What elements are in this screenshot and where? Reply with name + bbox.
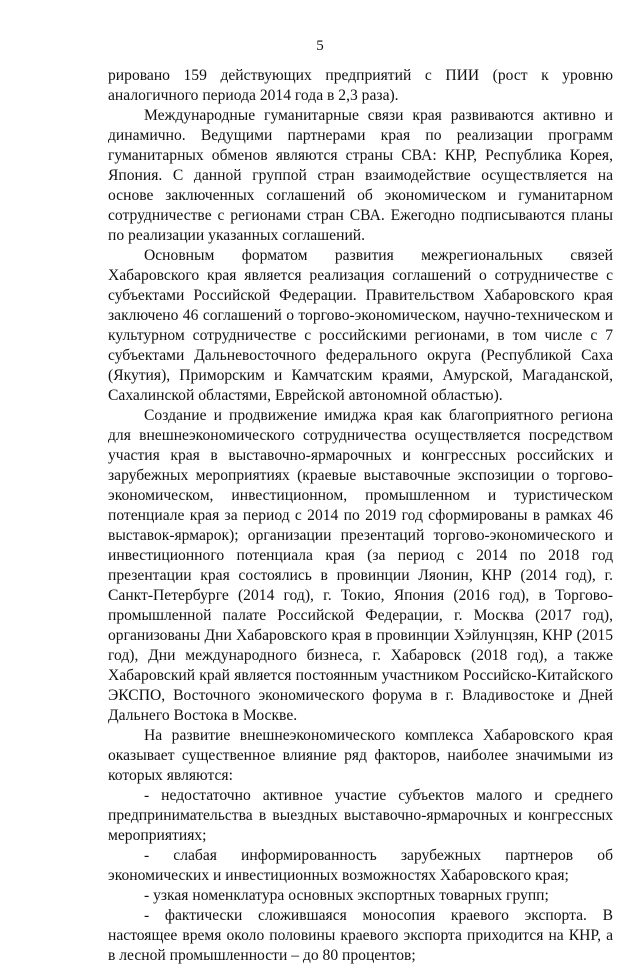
list-item-factor: - слабая информированность зарубежных партнеров об экономических и инвестиционных возможностях Хабаровского края; (108, 847, 613, 884)
list-item-factor: - фактически сложившаяся моносопия краевого экспорта. В настоящее время около половины краевого экспорта приходится на КНР, а в лесной промышленности – до 80 процентов; (108, 907, 613, 964)
paragraph-interregional-ties: Основным форматом развития межрегиональных связей Хабаровского края является реализация соглашений о сотрудничестве с субъектами Российской Федерации. Правительством Хабаровского края заключено 46 соглашений о торгово-экономическом, научно-техническом и культурном сотрудничестве с российскими регионами, в том числе с 7 субъектами Дальневосточного федерального округа (Республикой Саха (Якутия), Приморским и Камчатским краями, Амурской, Магаданской, Сахалинской областями, Еврейской автономной областью). (108, 247, 613, 404)
paragraph-humanitarian-ties: Международные гуманитарные связи края развиваются активно и динамично. Ведущими партнерами края по реализации программ гуманитарных обменов являются страны СВА: КНР, Республика Корея, Япония. С данной группой стран взаимодействие осуществляется на основе заключенных соглашений об экономическом и гуманитарном сотрудничестве с регионами стран СВА. Ежегодно подписываются планы по реализации указанных соглашений. (108, 107, 613, 244)
paragraph-factors-intro: На развитие внешнеэкономического комплекса Хабаровского края оказывает существенное влияние ряд факторов, наиболее значимыми из которых являются: (108, 727, 613, 784)
paragraph-continuation: рировано 159 действующих предприятий с ПИИ (рост к уровню аналогичного периода 2014 года в 2,3 раза). (108, 67, 613, 104)
paragraph-image-promotion: Создание и продвижение имиджа края как благоприятного региона для внешнеэкономического сотрудничества осуществляется посредством участия края в выставочно-ярмарочных и конгрессных российских и зарубежных мероприятиях (краевые выставочные экспозиции о торгово-экономическом, инвестиционном, промышленном и туристическом потенциале края за период с 2014 по 2019 год сформированы в рамках 46 выставок-ярмарок); организации презентаций торгово-экономического и инвестиционного потенциала края (за период с 2014 по 2018 год презентации края состоялись в провинции Ляонин, КНР (2014 год), г. Санкт-Петербурге (2014 год), г. Токио, Япония (2016 год), в Торгово-промышленной палате Российской Федерации, г. Москва (2017 год), организованы Дни Хабаровского края в провинции Хэйлунцзян, КНР (2015 год), Дни международного бизнеса, г. Хабаровск (2018 год), а также Хабаровский край является постоянным участником Российско-Китайского ЭКСПО, Восточного экономического форума в г. Владивостоке и Дней Дальнего Востока в Москве. (108, 407, 613, 724)
list-item-factor: - недостаточно активное участие субъектов малого и среднего предпринимательства в выездных выставочно-ярмарочных и конгрессных мероприятиях; (108, 787, 613, 844)
page-number: 5 (316, 38, 324, 54)
document-body (108, 66, 613, 966)
list-item-factor: - узкая номенклатура основных экспортных товарных групп; (144, 887, 549, 904)
